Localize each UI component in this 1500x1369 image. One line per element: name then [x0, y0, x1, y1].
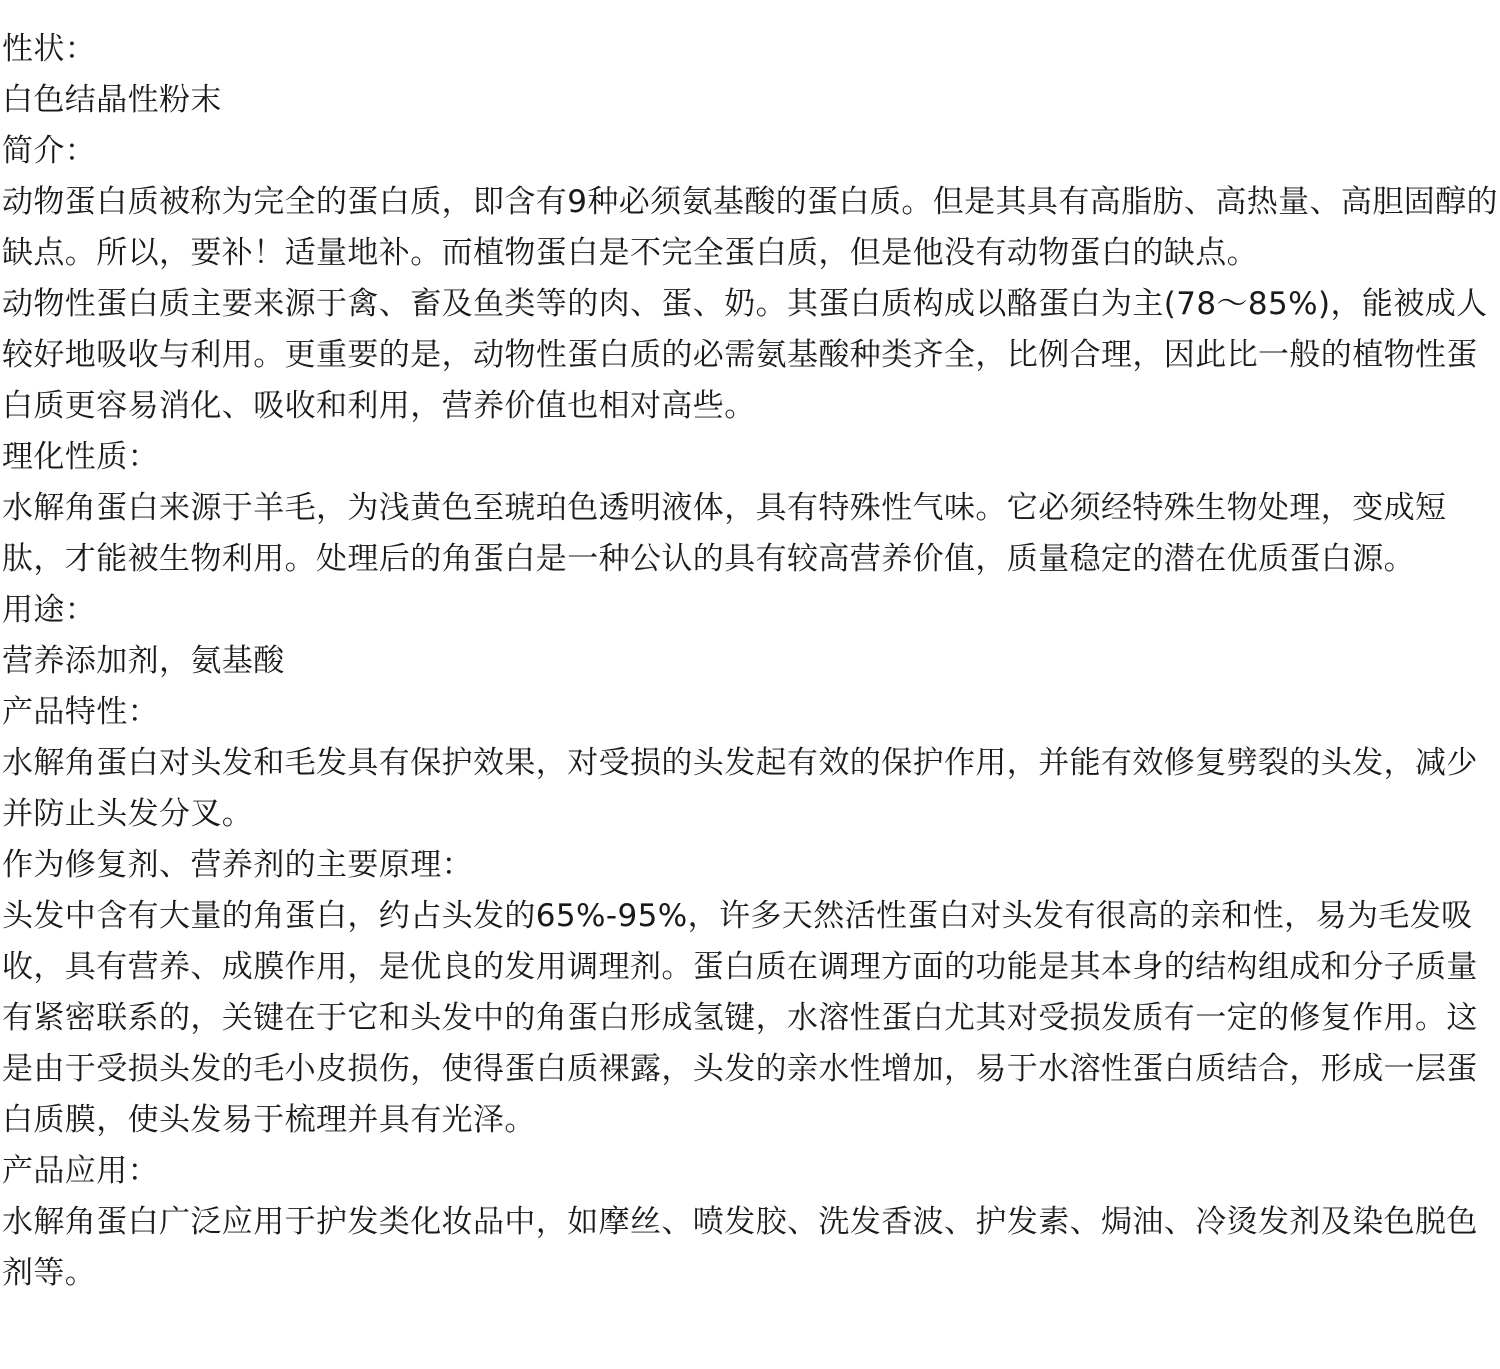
section-product-applications [2, 1146, 1498, 1299]
section-heading-appearance: 性状： [2, 31, 97, 67]
section-heading-physicochemical-properties: 理化性质： [2, 439, 159, 475]
paragraph-repair-principle: 头发中含有大量的角蛋白，约占头发的65%-95%，许多天然活性蛋白对头发有很高的亲和性，易为毛发吸收，具有营养、成膜作用，是优良的发用调理剂。蛋白质在调理方面的功能是其本身的结构组成和分子质量有紧密联系的，关键在于它和头发中的角蛋白形成氢键，水溶性蛋白尤其对受损发质有一定的修复作用。这是由于受损头发的毛小皮损伤，使得蛋白质裸露，头发的亲水性增加，易于水溶性蛋白质结合，形成一层蛋白质膜，使头发易于梳理并具有光泽。 [2, 898, 1478, 1138]
paragraph-product-applications: 水解角蛋白广泛应用于护发类化妆品中，如摩丝、喷发胶、洗发香波、护发素、焗油、冷烫发剂及染色脱色剂等。 [2, 1204, 1478, 1291]
section-product-features [2, 687, 1498, 840]
section-uses [2, 585, 1498, 687]
section-heading-repair-principle: 作为修复剂、营养剂的主要原理： [2, 847, 473, 883]
paragraph-appearance: 白色结晶性粉末 [2, 82, 222, 118]
paragraph-product-features: 水解角蛋白对头发和毛发具有保护效果，对受损的头发起有效的保护作用，并能有效修复劈裂的头发，减少并防止头发分叉。 [2, 745, 1478, 832]
product-description-document [2, 24, 1498, 1299]
section-physicochemical-properties [2, 432, 1498, 585]
section-heading-product-applications: 产品应用： [2, 1153, 159, 1189]
section-heading-introduction: 简介： [2, 133, 97, 169]
paragraph-introduction-2: 动物性蛋白质主要来源于禽、畜及鱼类等的肉、蛋、奶。其蛋白质构成以酪蛋白为主(78～85%)，能被成人较好地吸收与利用。更重要的是，动物性蛋白质的必需氨基酸种类齐全，比例合理，因此比一般的植物性蛋白质更容易消化、吸收和利用，营养价值也相对高些。 [2, 286, 1488, 424]
section-repair-principle [2, 840, 1498, 1146]
section-introduction [2, 126, 1498, 432]
section-heading-uses: 用途： [2, 592, 97, 628]
section-heading-product-features: 产品特性： [2, 694, 159, 730]
section-appearance [2, 24, 1498, 126]
paragraph-uses: 营养添加剂，氨基酸 [2, 643, 285, 679]
paragraph-introduction-1: 动物蛋白质被称为完全的蛋白质，即含有9种必须氨基酸的蛋白质。但是其具有高脂肪、高热量、高胆固醇的缺点。所以，要补！适量地补。而植物蛋白是不完全蛋白质，但是他没有动物蛋白的缺点。 [2, 184, 1498, 271]
paragraph-physicochemical-properties: 水解角蛋白来源于羊毛，为浅黄色至琥珀色透明液体，具有特殊性气味。它必须经特殊生物处理，变成短肽，才能被生物利用。处理后的角蛋白是一种公认的具有较高营养价值，质量稳定的潜在优质蛋白源。 [2, 490, 1447, 577]
